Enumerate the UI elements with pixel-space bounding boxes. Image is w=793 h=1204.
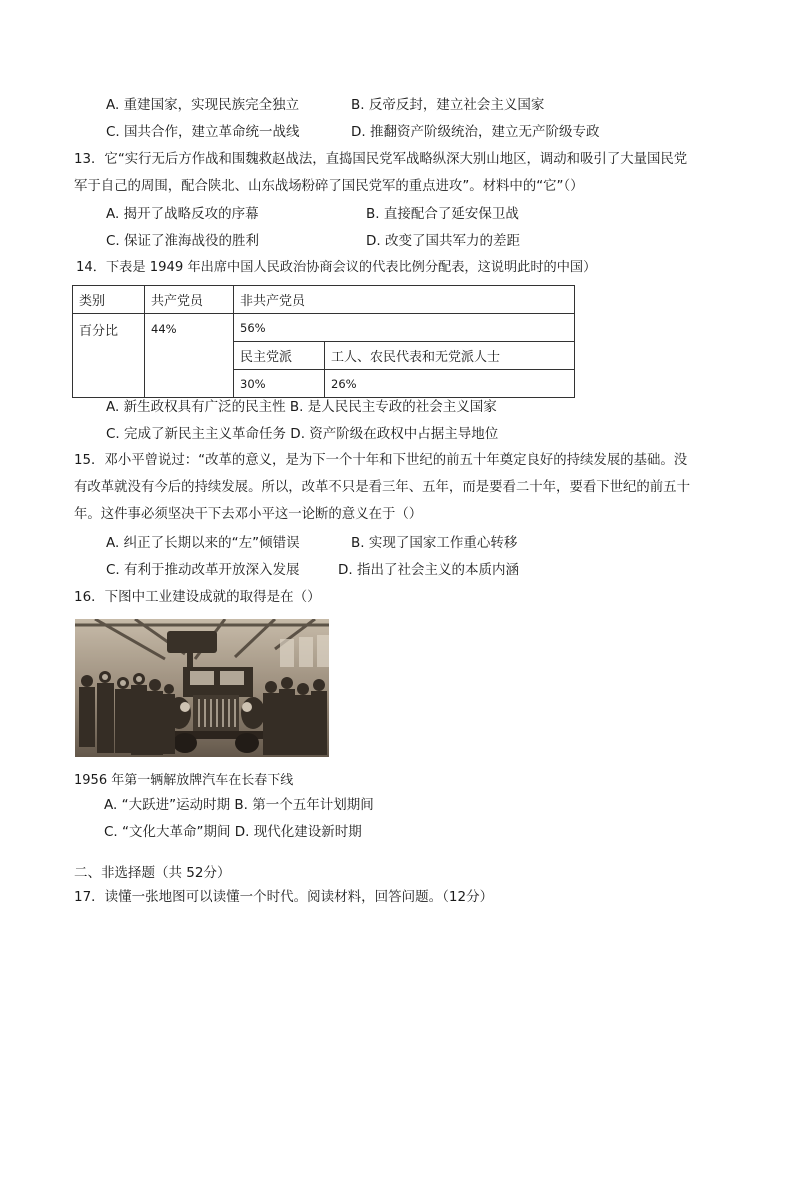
q17-stem: 17．读懂一张地图可以读懂一个时代。阅读材料，回答问题。（12分）	[74, 889, 494, 905]
delegate-ratio-table	[72, 285, 575, 398]
q14-options-cd: C. 完成了新民主主义革命任务 D. 资产阶级在政权中占据主导地位	[106, 426, 499, 442]
q14-stem: 14．下表是 1949 年出席中国人民政治协商会议的代表比例分配表，这说明此时的中国）	[76, 260, 597, 275]
communist-percentage: 44%	[145, 314, 234, 398]
header-category: 类别	[73, 286, 145, 314]
q13-stem-line1: 13．它“实行无后方作战和围魏救赵战法，直捣国民党军战略纵深大别山地区，调动和吸引了大量国民党	[74, 152, 688, 167]
q13-option-d: D. 改变了国共军力的差距	[366, 233, 520, 249]
q16-options-cd: C. “文化大革命”期间 D. 现代化建设新时期	[104, 824, 362, 840]
q15-stem-line1: 15．邓小平曾说过：“改革的意义，是为下一个十年和下世纪的前五十年奠定良好的持续发展的基础。没	[74, 453, 688, 468]
q16-stem: 16．下图中工业建设成就的取得是在（）	[74, 589, 321, 605]
q16-options-ab: A. “大跃进”运动时期 B. 第一个五年计划期间	[104, 797, 374, 813]
section-title: 二、非选择题（共 52分）	[74, 865, 231, 881]
q12-option-b: B. 反帝反封，建立社会主义国家	[351, 97, 545, 113]
q12-option-d: D. 推翻资产阶级统治，建立无产阶级专政	[351, 124, 600, 140]
q15-option-a: A. 纠正了长期以来的“左”倾错误	[106, 535, 300, 551]
q14-options-ab: A. 新生政权具有广泛的民主性 B. 是人民民主专政的社会主义国家	[106, 399, 497, 415]
workers-farmers-percentage: 26%	[325, 370, 575, 398]
truck-factory-photo	[75, 619, 329, 757]
row-label-percentage: 百分比	[73, 314, 145, 398]
q13-stem-line2: 军于自己的周围，配合陕北、山东战场粉碎了国民党军的重点进攻”。材料中的“它”（）	[74, 179, 584, 194]
q13-option-a: A. 揭开了战略反攻的序幕	[106, 206, 259, 222]
q15-option-b: B. 实现了国家工作重心转移	[351, 535, 518, 551]
q15-option-d: D. 指出了社会主义的本质内涵	[338, 562, 519, 578]
q15-stem-line2: 有改革就没有今后的持续发展。所以，改革不只是看三年、五年，而是要看二十年，要看下世纪的前五十	[74, 480, 690, 495]
q12-option-c: C. 国共合作，建立革命统一战线	[106, 124, 300, 140]
q12-option-a: A. 重建国家，实现民族完全独立	[106, 97, 300, 113]
header-communist: 共产党员	[145, 286, 234, 314]
q13-option-b: B. 直接配合了延安保卫战	[366, 206, 519, 222]
sub-workers-farmers: 工人、农民代表和无党派人士	[325, 342, 575, 370]
q15-option-c: C. 有利于推动改革开放深入发展	[106, 562, 300, 578]
sub-democratic-parties: 民主党派	[234, 342, 325, 370]
q13-option-c: C. 保证了淮海战役的胜利	[106, 233, 260, 249]
non-communist-percentage: 56%	[234, 314, 575, 342]
header-non-communist: 非共产党员	[234, 286, 575, 314]
truck-factory-photo-art	[75, 619, 329, 757]
democratic-parties-percentage: 30%	[234, 370, 325, 398]
photo-caption: 1956 年第一辆解放牌汽车在长春下线	[74, 773, 294, 788]
q15-stem-line3: 年。这件事必须坚决干下去邓小平这一论断的意义在于（）	[74, 507, 423, 522]
